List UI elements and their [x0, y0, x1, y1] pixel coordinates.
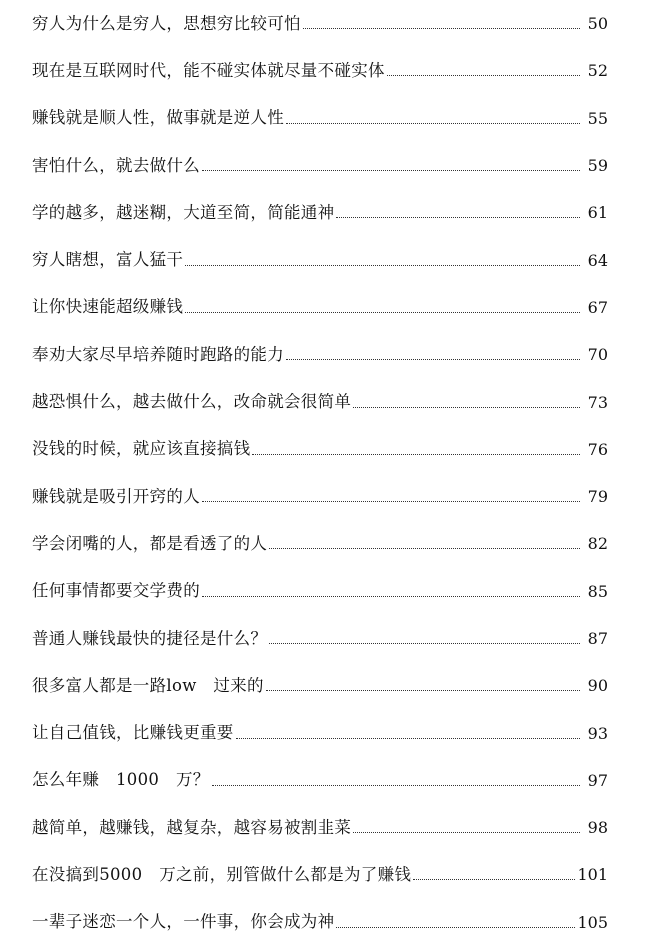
toc-entry-page: 93	[587, 723, 608, 743]
toc-entry-page: 105	[577, 912, 608, 932]
toc-entry-title: 让自己值钱，比赚钱更重要	[32, 723, 234, 743]
toc-entry-title: 现在是互联网时代，能不碰实体就尽量不碰实体	[32, 60, 385, 80]
toc-entry-title: 越简单，越赚钱，越复杂，越容易被割韭菜	[32, 817, 352, 837]
dot-leader	[266, 689, 580, 691]
toc-entry[interactable]	[32, 804, 608, 851]
dot-leader	[236, 737, 580, 739]
toc-entry[interactable]	[32, 615, 608, 662]
dot-leader	[303, 27, 580, 29]
toc-entry[interactable]	[32, 236, 608, 283]
toc-entry-page: 67	[587, 297, 608, 317]
toc-entry-page: 79	[587, 487, 608, 507]
dot-leader	[387, 74, 580, 76]
toc-entry-page: 90	[587, 676, 608, 696]
dot-leader	[353, 831, 580, 833]
toc-entry-title: 害怕什么，就去做什么	[32, 155, 200, 175]
dot-leader	[269, 642, 580, 644]
toc-entry-page: 98	[587, 818, 608, 838]
dot-leader	[413, 878, 575, 880]
toc-entry[interactable]	[32, 709, 608, 756]
toc-entry-title: 在没搞到5000 万之前，别管做什么都是为了赚钱	[32, 864, 412, 884]
toc-entry-page: 82	[587, 534, 608, 554]
toc-entry[interactable]	[32, 95, 608, 142]
toc-entry-title: 让你快速能超级赚钱	[32, 297, 184, 317]
toc-entry-page: 87	[587, 629, 608, 648]
toc-entry-page: 76	[587, 439, 608, 459]
toc-entry-title: 很多富人都是一路low 过来的	[32, 675, 264, 695]
toc-entry[interactable]	[32, 473, 608, 520]
toc-entry-title: 赚钱就是顺人性，做事就是逆人性	[32, 108, 284, 128]
toc-entry[interactable]	[32, 899, 608, 946]
toc-entry[interactable]	[32, 189, 608, 236]
toc-entry-page: 85	[587, 581, 608, 601]
toc-entry-page: 61	[587, 203, 608, 223]
dot-leader	[202, 595, 580, 597]
dot-leader	[202, 169, 580, 171]
toc-entry-page: 70	[587, 345, 608, 365]
toc-entry[interactable]	[32, 757, 608, 804]
toc-entry-title: 没钱的时候，就应该直接搞钱	[32, 439, 251, 459]
toc-entry[interactable]	[32, 520, 608, 567]
dot-leader	[202, 500, 580, 502]
dot-leader	[269, 547, 580, 549]
toc-entry-title: 一辈子迷恋一个人，一件事，你会成为神	[32, 912, 335, 932]
dot-leader	[212, 784, 580, 786]
toc-entry-page: 52	[587, 61, 608, 81]
toc-entry-page: 101	[577, 865, 608, 885]
toc-entry-page: 50	[587, 14, 608, 34]
dot-leader	[336, 216, 580, 218]
dot-leader	[185, 311, 580, 313]
toc-entry-page: 73	[587, 392, 608, 412]
dot-leader	[286, 122, 580, 124]
toc-entry-title: 穷人瞎想，富人猛干	[32, 250, 184, 270]
toc-entry[interactable]	[32, 142, 608, 189]
dot-leader	[185, 264, 580, 266]
dot-leader	[286, 358, 580, 360]
toc-entry-title: 任何事情都要交学费的	[32, 581, 200, 601]
toc-entry-page: 59	[587, 156, 608, 176]
toc-entry-title: 普通人赚钱最快的捷径是什么？	[32, 628, 268, 648]
toc-entry-page: 97	[587, 770, 608, 790]
dot-leader	[336, 926, 575, 928]
toc-entry[interactable]	[32, 426, 608, 473]
toc-entry-title: 学的越多，越迷糊，大道至简，简能通神	[32, 202, 335, 222]
toc-entry-title: 学会闭嘴的人，都是看透了的人	[32, 533, 268, 553]
toc-entry[interactable]	[32, 0, 608, 47]
toc-entry-title: 怎么年赚 1000 万？	[32, 770, 210, 790]
toc-entry[interactable]	[32, 47, 608, 94]
toc-entry[interactable]	[32, 662, 608, 709]
toc-entry-title: 奉劝大家尽早培养随时跑路的能力	[32, 344, 284, 364]
toc-entry[interactable]	[32, 851, 608, 898]
toc-entry[interactable]	[32, 284, 608, 331]
toc-entry-page: 55	[587, 108, 608, 128]
toc-entry-title: 穷人为什么是穷人，思想穷比较可怕	[32, 13, 301, 33]
toc-entry[interactable]	[32, 378, 608, 425]
toc-entry[interactable]	[32, 568, 608, 615]
toc-entry-title: 越恐惧什么，越去做什么，改命就会很简单	[32, 392, 352, 412]
dot-leader	[353, 406, 580, 408]
toc-entry-title: 赚钱就是吸引开窍的人	[32, 486, 200, 506]
toc-entry[interactable]	[32, 331, 608, 378]
toc-entry-page: 64	[587, 250, 608, 270]
dot-leader	[252, 453, 580, 455]
table-of-contents	[32, 0, 608, 946]
